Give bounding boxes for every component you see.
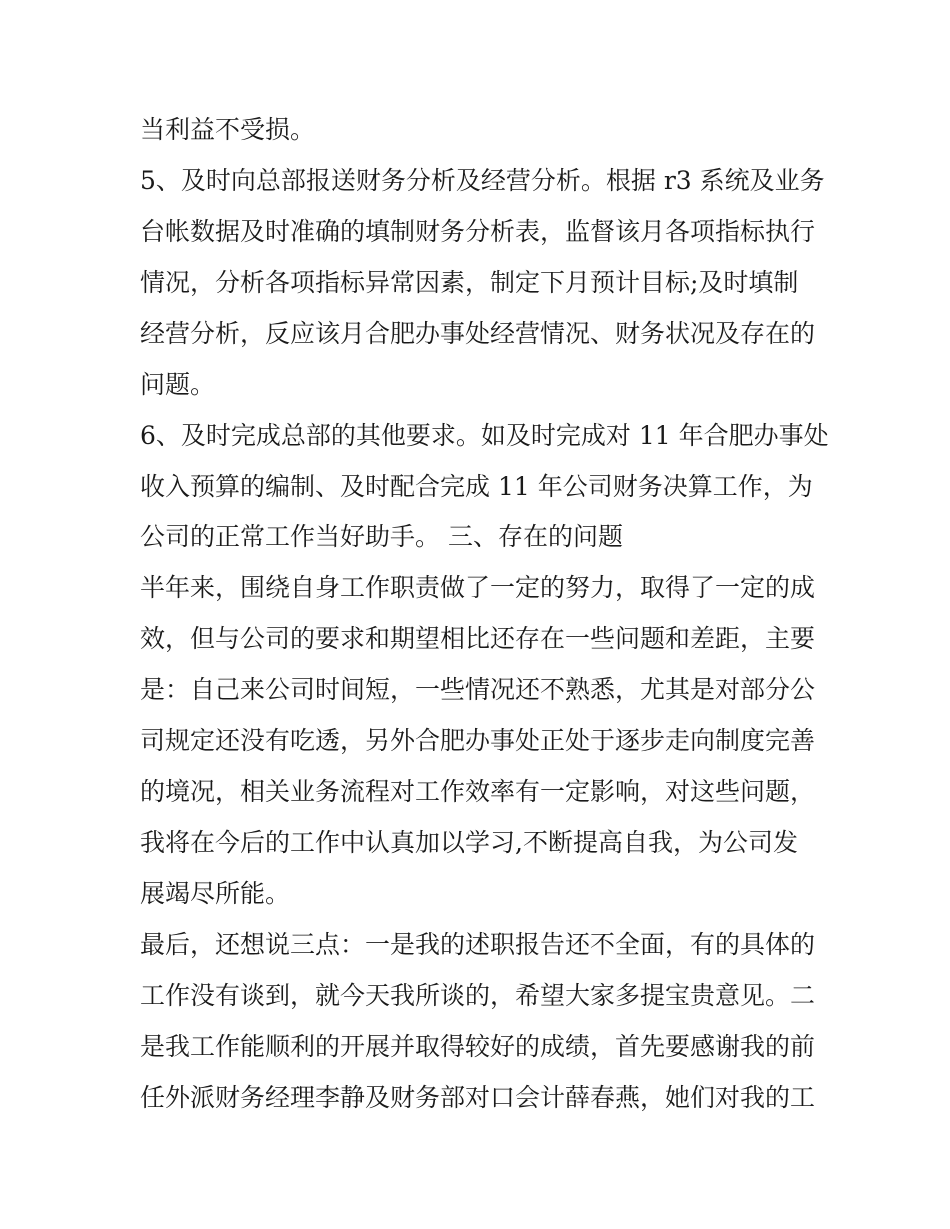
- text-line: 的境况，相关业务流程对工作效率有一定影响，对这些问题，: [140, 777, 816, 806]
- text-line: 工作没有谈到，就今天我所谈的，希望大家多提宝贵意见。二: [140, 981, 816, 1010]
- text-line: 是：自己来公司时间短，一些情况还不熟悉，尤其是对部分公: [140, 675, 816, 704]
- text-line: 是我工作能顺利的开展并取得较好的成绩，首先要感谢我的前: [140, 1032, 816, 1061]
- text-line: 司规定还没有吃透，另外合肥办事处正处于逐步走向制度完善: [140, 726, 816, 755]
- text-line: 6、及时完成总部的其他要求。如及时完成对 11 年合肥办事处: [140, 421, 829, 450]
- text-line: 情况，分析各项指标异常因素，制定下月预计目标;及时填制: [140, 268, 799, 297]
- text-line: 台帐数据及时准确的填制财务分析表，监督该月各项指标执行: [140, 217, 816, 246]
- text-line: 公司的正常工作当好助手。 三、存在的问题: [140, 522, 623, 551]
- text-line: 5、及时向总部报送财务分析及经营分析。根据 r3 系统及业务: [140, 166, 825, 195]
- text-line: 半年来，围绕自身工作职责做了一定的努力，取得了一定的成: [140, 573, 816, 602]
- text-line: 展竭尽所能。: [140, 879, 291, 908]
- text-line: 任外派财务经理李静及财务部对口会计薛春燕，她们对我的工: [140, 1083, 816, 1112]
- text-line: 问题。: [140, 370, 216, 399]
- text-line: 收入预算的编制、及时配合完成 11 年公司财务决算工作，为: [140, 472, 813, 501]
- text-line: 最后，还想说三点：一是我的述职报告还不全面，有的具体的: [140, 930, 816, 959]
- text-line: 效，但与公司的要求和期望相比还存在一些问题和差距，主要: [140, 624, 816, 653]
- text-line: 我将在今后的工作中认真加以学习,不断提高自我，为公司发: [140, 828, 798, 857]
- text-line: 当利益不受损。: [140, 115, 316, 144]
- text-line: 经营分析，反应该月合肥办事处经营情况、财务状况及存在的: [140, 319, 816, 348]
